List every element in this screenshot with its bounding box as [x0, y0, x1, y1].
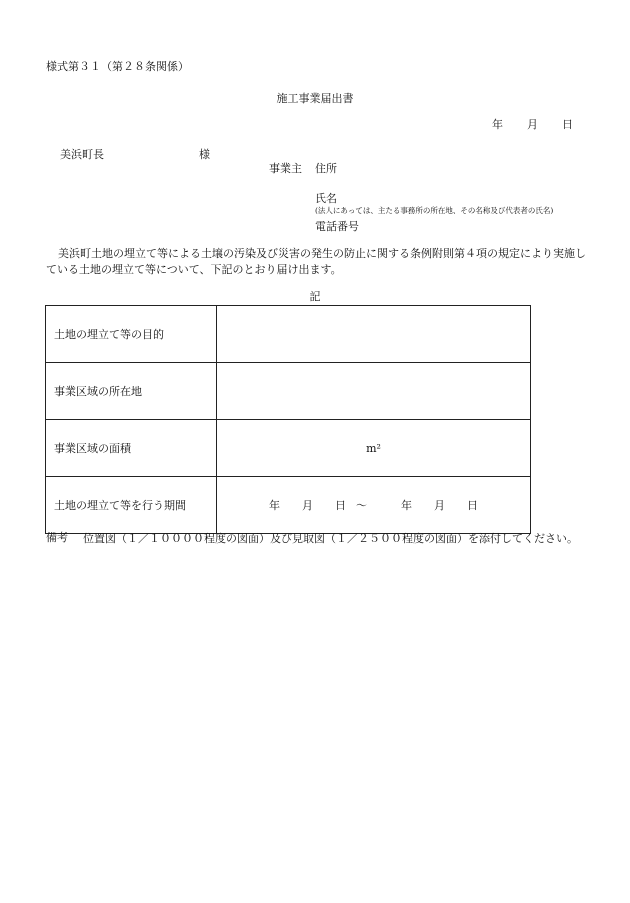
remarks-label: 備考 [46, 531, 68, 544]
table-row-location [46, 363, 531, 420]
document-title: 施工事業届出書 [276, 92, 354, 105]
date-year-label: 年 [492, 118, 503, 131]
period-start-year: 年 [269, 499, 280, 512]
period-separator: ～ [356, 499, 367, 512]
ki-label: 記 [309, 290, 321, 303]
period-start-month: 月 [302, 499, 313, 512]
period-end-day: 日 [467, 499, 478, 512]
applicant-address-label: 住所 [315, 162, 337, 175]
period-label: 土地の埋立て等を行う期間 [46, 477, 217, 534]
period-value[interactable] [217, 477, 531, 534]
purpose-value[interactable] [217, 306, 531, 363]
location-value[interactable] [217, 363, 531, 420]
info-table [45, 305, 531, 534]
date-line [492, 118, 573, 132]
purpose-label: 土地の埋立て等の目的 [46, 306, 217, 363]
period-range [269, 497, 478, 513]
applicant-name-note: (法人にあっては、主たる事務所の所在地、その名称及び代表者の氏名) [315, 206, 554, 215]
date-day-label: 日 [562, 118, 573, 131]
body-text: 美浜町土地の埋立て等による土壌の汚染及び災害の発生の防止に関する条例附則第４項の規定により実施している土地の埋立て等について、下記のとおり届け出ます。 [46, 247, 586, 276]
applicant-label: 事業主 [269, 162, 302, 175]
area-value[interactable]: m² [217, 420, 531, 477]
period-start-day: 日 [335, 499, 346, 512]
remarks-text: 位置図（１／１００００程度の図面）及び見取図（１／２５００程度の図面）を添付してください。 [83, 532, 578, 545]
addressee-name: 美浜町長 [60, 148, 104, 161]
area-label: 事業区域の面積 [46, 420, 217, 477]
date-month-label: 月 [527, 118, 538, 131]
table-row-period [46, 477, 531, 534]
location-label: 事業区域の所在地 [46, 363, 217, 420]
addressee-honorific: 様 [199, 148, 210, 161]
applicant-phone-label: 電話番号 [315, 220, 359, 233]
form-number: 様式第３１（第２８条関係） [46, 60, 189, 73]
period-end-month: 月 [434, 499, 445, 512]
applicant-name-label: 氏名 [315, 192, 337, 205]
period-end-year: 年 [401, 499, 412, 512]
table-row-purpose [46, 306, 531, 363]
table-row-area [46, 420, 531, 477]
